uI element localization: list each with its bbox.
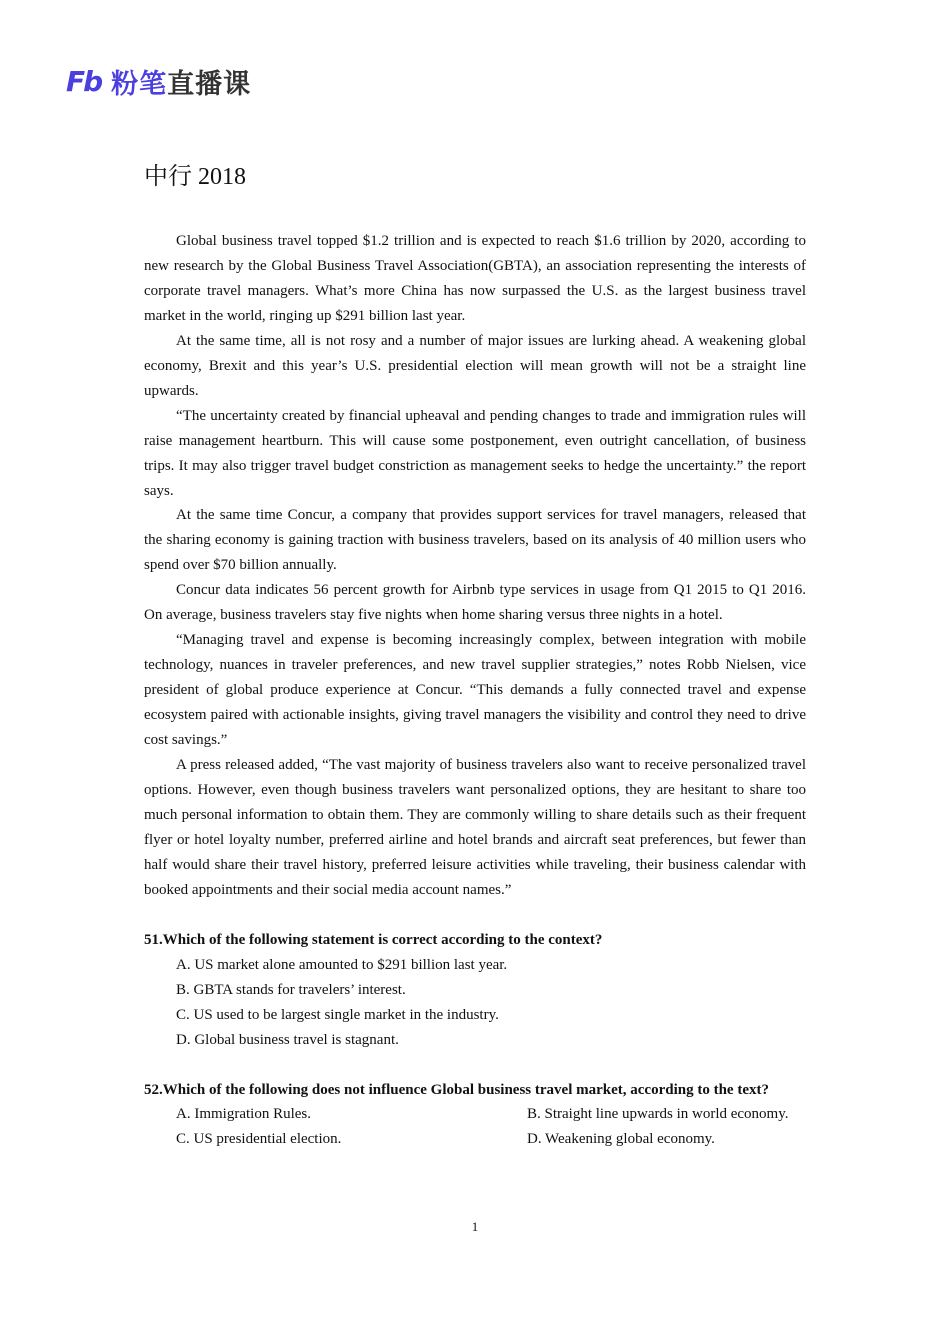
- paragraph: At the same time, all is not rosy and a number of major issues are lurking ahead. A weakening global economy, Brexit and this year’s U.S. presidential election will mean growth will not be a straight line upwards.: [144, 332, 806, 399]
- paragraph: Global business travel topped $1.2 trillion and is expected to reach $1.6 trillion by 2020, according to new research by the Global Business Travel Association(GBTA), an association representing the interests of corporate travel managers. What’s more China has now surpassed the U.S. as the largest business travel market in the world, ringing up $291 billion last year.: [144, 233, 806, 324]
- fenbi-logo: [66, 62, 251, 101]
- paragraph: Concur data indicates 56 percent growth for Airbnb type services in usage from Q1 2015 to Q1 2016. On average, business travelers stay five nights when home sharing versus three nights in a hotel.: [144, 582, 806, 624]
- options-row: [144, 1102, 806, 1127]
- paragraph: “The uncertainty created by financial upheaval and pending changes to trade and immigration rules will raise management heartburn. This will cause some postponement, even outright cancellation, of business trips. It may also trigger travel budget constriction as management seeks to hedge the uncertainty.” the report says.: [144, 407, 806, 499]
- paragraph: “Managing travel and expense is becoming increasingly complex, between integration with mobile technology, nuances in traveler preferences, and new travel supplier strategies,” notes Robb Nielsen, vice president of global produce experience at Concur. “This demands a fully connected travel and expense ecosystem paired with actionable insights, giving travel managers the visibility and control they need to drive cost savings.”: [144, 632, 806, 749]
- page-number: 1: [471, 1219, 479, 1234]
- option-51-d: D. Global business travel is stagnant.: [176, 1031, 399, 1048]
- option-51-c: C. US used to be largest single market in the industry.: [176, 1006, 499, 1023]
- options-row: [144, 1127, 806, 1152]
- logo-product: 直播课: [167, 69, 252, 100]
- option-51-b: B. GBTA stands for travelers’ interest.: [176, 981, 406, 998]
- passage: [144, 229, 806, 1152]
- logo-brand: 粉笔: [111, 69, 168, 100]
- option-52-c: C. US presidential election.: [176, 1131, 342, 1148]
- paragraph: At the same time Concur, a company that provides support services for travel managers, released that the sharing economy is gaining traction with business travelers, based on its analysis of 40 million users who spend over $70 billion annually.: [144, 507, 806, 574]
- option-51-a: A. US market alone amounted to $291 billion last year.: [176, 956, 508, 973]
- page-title: 中行 2018: [144, 164, 246, 190]
- option-52-a: A. Immigration Rules.: [176, 1106, 311, 1123]
- question-52: 52.Which of the following does not influence Global business travel market, according to the text?: [144, 1081, 769, 1098]
- paragraph: A press released added, “The vast majority of business travelers also want to receive personalized travel options. However, even though business travelers want personalized options, they are hesitant to share too much personal information to obtain them. They are commonly willing to share details such as their frequent flyer or hotel loyalty number, preferred airline and hotel brands and aircraft seat preferences, but fewer than half would share their travel history, preferred leisure activities while traveling, their business calendar with booked appointments and their social media account names.”: [144, 757, 806, 898]
- option-52-b: B. Straight line upwards in world economy.: [527, 1106, 789, 1123]
- logo-mark: Fb: [66, 65, 102, 98]
- option-52-d: D. Weakening global economy.: [527, 1131, 715, 1148]
- question-51: 51.Which of the following statement is correct according to the context?: [144, 931, 603, 948]
